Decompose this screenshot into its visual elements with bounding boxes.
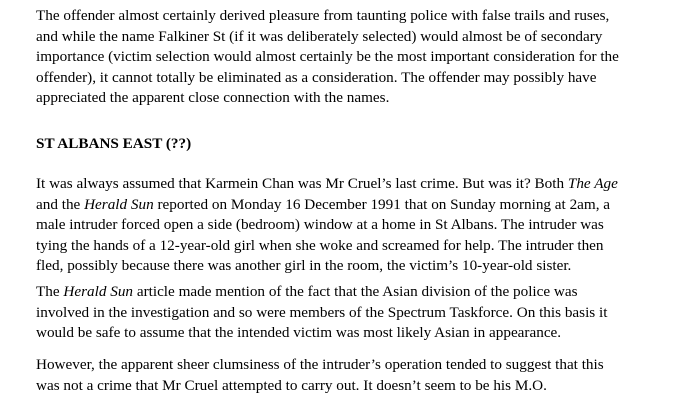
text-line: male intruder forced open a side (bedroom) window at a home in St Albans. The intruder was [36, 216, 604, 233]
text-run: and the [36, 195, 85, 213]
text-line: appreciated the apparent close connection with the names. [36, 89, 390, 106]
text-line: involved in the investigation and so were members of the Spectrum Taskforce. On this basis it [36, 303, 608, 321]
text-run: article made mention of the fact that the Asian division of the police was [133, 283, 578, 300]
text-line: tying the hands of a 12-year-old girl when she woke and screamed for help. The intruder then [36, 236, 604, 254]
paragraph-clumsiness [36, 355, 604, 396]
text-line: The offender almost certainly derived pleasure from taunting police with false trails and ruses, [36, 7, 610, 24]
paragraph-karmein-chan [36, 174, 618, 277]
text-line: would be safe to assume that the intended victim was most likely Asian in appearance. [36, 324, 562, 341]
text-line: However, the apparent sheer clumsiness of the intruder’s operation tended to suggest that this [36, 356, 604, 373]
text-line [36, 174, 618, 195]
paragraph-herald-sun-article [36, 282, 607, 344]
text-line [36, 195, 618, 216]
text-line: offender), it cannot totally be eliminated as a consideration. The offender may possibly have [36, 68, 597, 86]
text-line [36, 282, 607, 303]
text-line: importance (victim selection would almost certainly be the most important consideration for the [36, 48, 619, 65]
text-run: It was always assumed that Karmein Chan was Mr Cruel’s last crime. But was it? Both [36, 175, 568, 192]
text-run: The [36, 283, 64, 300]
text-line: and while the name Falkiner St (if it was deliberately selected) would almost be of secondary [36, 27, 603, 45]
newspaper-title: The Age [567, 175, 618, 192]
newspaper-title: Herald Sun [84, 195, 154, 213]
newspaper-title: Herald Sun [63, 283, 134, 300]
paragraph-offender-taunting [36, 6, 619, 109]
text-line: was not a crime that Mr Cruel attempted to carry out. It doesn’t seem to be his M.O. [36, 376, 547, 394]
text-line: fled, possibly because there was another girl in the room, the victim’s 10-year-old sister. [36, 257, 572, 274]
text-run: reported on Monday 16 December 1991 that on Sunday morning at 2am, a [153, 195, 611, 213]
section-heading: ST ALBANS EAST (??) [36, 135, 192, 152]
